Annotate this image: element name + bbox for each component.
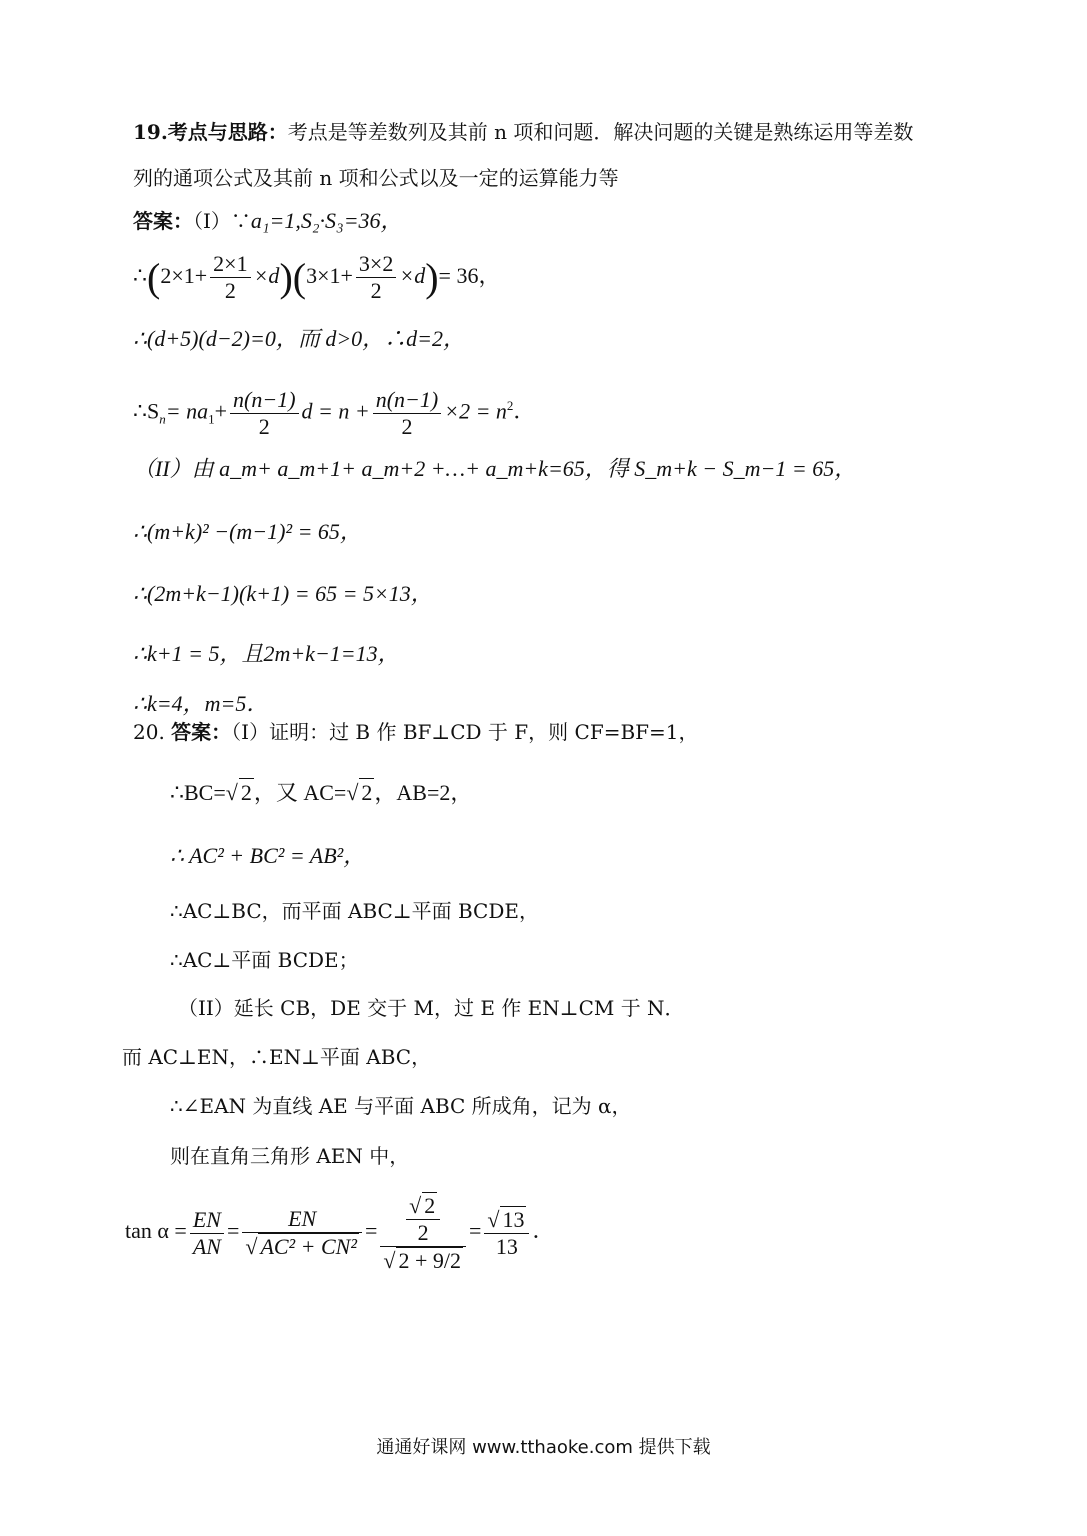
q19-equation-7: ∴k+1 = 5，且2m+k−1=13，	[133, 641, 400, 666]
q20-line-4: ∴AC⊥BC，而平面 ABC⊥平面 BCDE，	[170, 899, 539, 923]
q19-label: 考点与思路：	[167, 120, 288, 144]
footer-watermark: 通通好课网 www.tthaoke.com 提供下载	[376, 1437, 711, 1458]
eq1-term-d: ×d	[399, 263, 426, 288]
formula-fraction-4: $\frac{√ 13}{13}$	[484, 1206, 529, 1260]
q19-answer-label: 答案：	[133, 209, 193, 233]
q19-equation-5: ∴(m+k)² −(m−1)² = 65，	[133, 519, 362, 544]
eq1-term-c: 3×1+	[306, 263, 353, 288]
q20-line-9: 则在直角三角形 AEN 中，	[170, 1144, 410, 1168]
q20-line-1: （I）证明：过 B 作 BF⊥CD 于 F，则 CF=BF=1，	[231, 720, 699, 744]
q19-equation-3: $\therefore S_n= na_1+$ $\frac{n(n-1)}{2}$ d = n + $\frac{n(n-1)}{2}$ $\times 2 = n^2$．	[133, 386, 536, 439]
sqrt-2-a: 2	[240, 780, 252, 805]
q19-number: 19.	[133, 120, 168, 144]
q20-line-7: 而 AC⊥EN，∴EN⊥平面 ABC，	[122, 1045, 432, 1069]
q19-heading	[133, 118, 913, 146]
q19-equation-4: （II）由 a_m+ a_m+1+ a_m+2 +…+ a_m+k=65，得 S_m+k − S_m−1 = 65，	[133, 456, 857, 481]
eq1-fraction-1: $\frac{2\times 1}{2}$	[210, 251, 250, 304]
q20-line-3: ∴ AC² + BC² = AB²，	[170, 843, 366, 868]
eq3-fraction-1: $\frac{n(n-1)}{2}$	[230, 387, 299, 440]
q19-text-2: 列的通项公式及其前 n 项和公式以及一定的运算能力等	[133, 166, 619, 190]
formula-fraction-1: $\frac{EN}{AN}$	[190, 1207, 224, 1260]
q19-equation-2: ∴(d+5)(d−2)=0，而 d>0，∴d=2，	[133, 326, 466, 351]
q19-part1-given: a₁=1,S₂·S₃=36，	[250, 208, 403, 233]
q20-line-2: ∴BC=√ 2，又 AC=√ 2，AB=2，	[170, 780, 473, 805]
q20-number: 20.	[133, 720, 165, 744]
q20-line-8: ∴∠EAN 为直线 AE 与平面 ABC 所成角，记为 α，	[170, 1094, 632, 1118]
eq3-fraction-2: $\frac{n(n-1)}{2}$	[373, 387, 442, 440]
formula-fraction-3: $\frac{\frac{√ 2}{2}}{√ 2 + 9/2}$	[380, 1192, 466, 1274]
eq1-rhs: = 36，	[438, 263, 501, 288]
q19-text-1: 考点是等差数列及其前 n 项和问题．解决问题的关键是熟练运用等差数	[287, 120, 914, 144]
q19-answer-line	[133, 207, 403, 235]
eq1-term-a: 2×1+	[160, 263, 208, 288]
q19-part1-intro: （I）∵	[193, 209, 251, 233]
sqrt-2-b: 2	[361, 780, 373, 805]
q20-line-6: （II）延长 CB，DE 交于 M，过 E 作 EN⊥CM 于 N．	[178, 996, 685, 1020]
q20-answer-label: 答案：	[171, 720, 232, 744]
q20-line-5: ∴AC⊥平面 BCDE；	[170, 948, 359, 972]
q19-equation-1: ∴(2×1+ $\frac{2\times 1}{2}$ ×d)(3×1+ $\frac{3\times 2}{2}$ ×d)= 36，	[133, 251, 501, 304]
formula-fraction-2: $\frac{EN}{\text{√ AC² + CN²}}$	[242, 1206, 362, 1260]
q20-tan-formula: tan α = $\frac{EN}{AN}$ = $\frac{EN}{\text{√ AC² + CN²}}$ = $\frac{\frac{√ 2}{2}}{√ 2 + 9/2}$ = $\frac{√ 13}{13}$ ．	[125, 1193, 555, 1273]
eq1-fraction-2: $\frac{3\times 2}{2}$	[356, 251, 396, 304]
q20-answer-line	[133, 718, 699, 746]
q19-equation-8: ∴k=4，m=5．	[133, 691, 269, 716]
therefore-symbol: ∴	[133, 263, 147, 288]
tan-alpha-label: tan α =	[125, 1218, 187, 1244]
q19-equation-6: ∴(2m+k−1)(k+1) = 65 = 5×13，	[133, 581, 433, 606]
eq1-term-b: ×d	[253, 263, 280, 288]
